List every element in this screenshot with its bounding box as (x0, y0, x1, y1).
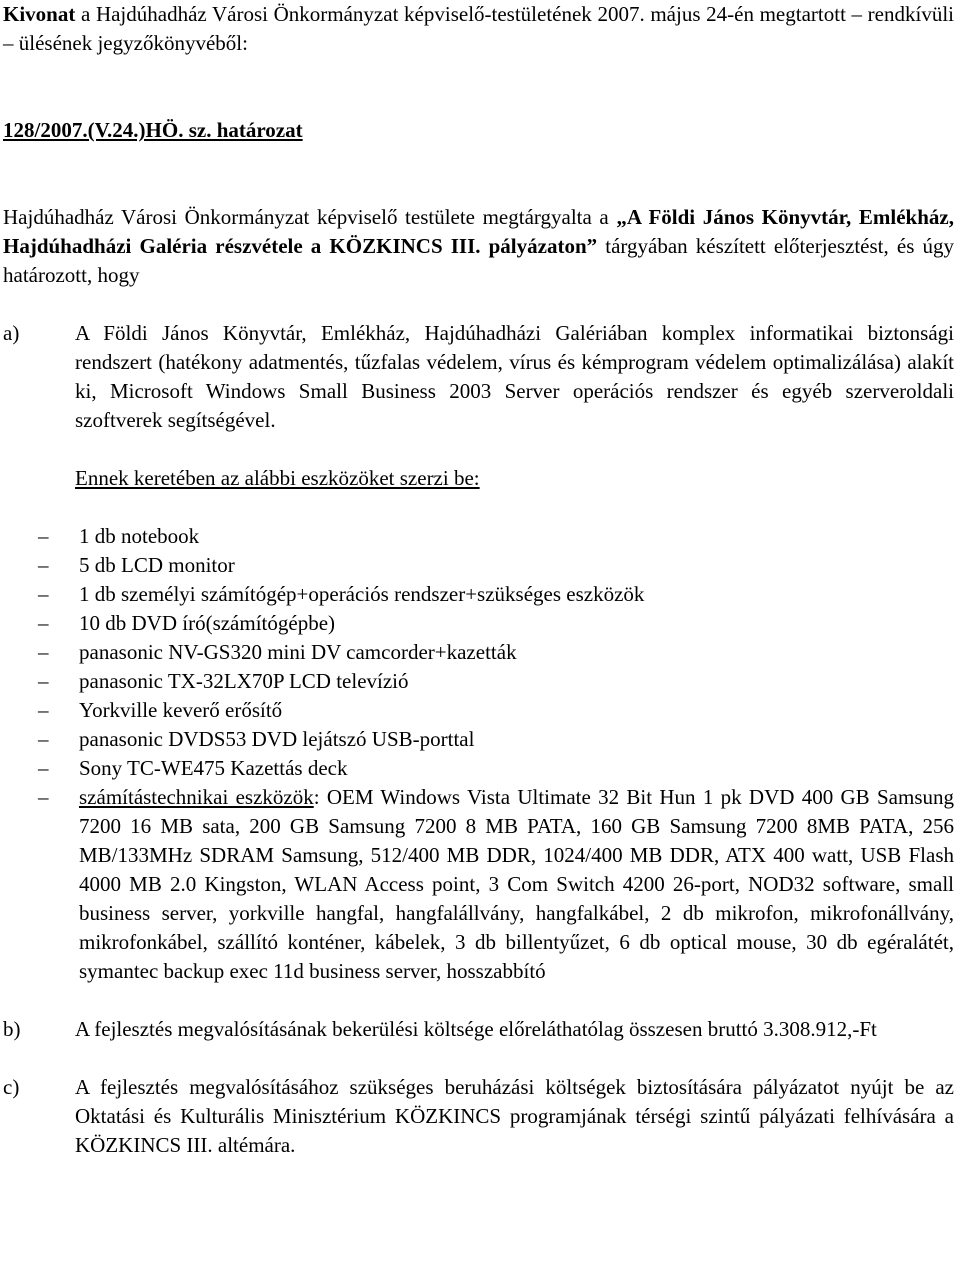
resolution-number: 128/2007.(V.24.)HÖ. sz. határozat (3, 118, 303, 142)
equipment-item: panasonic TX-32LX70P LCD televízió (79, 669, 409, 693)
equipment-item: 10 db DVD író(számítógépbe) (79, 611, 336, 635)
list-item (3, 522, 954, 551)
item-text: A Földi János Könyvtár, Emlékház, Hajdúhadházi Galériában komplex informatikai biztonsági rendszert (hatékony adatmentés, tűzfalas védelem, vírus és kémprogram védelem optimalizálása) alakít ki, Microsoft Windows Small Business 2003 Server operációs rendszer és egyéb szerveroldali szoftverek segítségével. (75, 321, 954, 432)
dash-bullet: – (38, 611, 49, 635)
item-text: A fejlesztés megvalósításához szükséges beruházási költségek biztosítására pályázatot nyújt be az Oktatási és Kulturális Minisztérium KÖZKINCS programjának térségi szintű pályázati felhívására a KÖZKINCS III. altémára. (75, 1075, 954, 1157)
dash-bullet: – (38, 785, 49, 809)
document-header (3, 0, 954, 58)
equipment-list (3, 522, 954, 986)
header-text: a Hajdúhadház Városi Önkormányzat képviselő-testületének 2007. május 24-én megtartott – rendkívüli – ülésének jegyzőkönyvéből: (3, 2, 954, 55)
list-item (3, 638, 954, 667)
list-item (3, 725, 954, 754)
list-item (3, 667, 954, 696)
equipment-item: Yorkville keverő erősítő (79, 698, 283, 722)
decision-item-b (3, 1015, 954, 1044)
dash-bullet: – (38, 524, 49, 548)
intro-post: tárgyában készített előterjesztést, és úgy határozott, hogy (3, 234, 954, 287)
list-item (3, 551, 954, 580)
header-lead: Kivonat (3, 2, 76, 26)
dash-bullet: – (38, 582, 49, 606)
list-item (3, 696, 954, 725)
equipment-item: panasonic DVDS53 DVD lejátszó USB-porttal (79, 727, 475, 751)
project-title: „A Földi János Könyvtár, Emlékház, Hajdúhadházi Galéria részvétele a KÖZKINCS III. pályázaton” (3, 205, 954, 258)
dash-bullet: – (38, 553, 49, 577)
dash-bullet: – (38, 698, 49, 722)
dash-bullet: – (38, 727, 49, 751)
equipment-item: Sony TC-WE475 Kazettás deck (79, 756, 348, 780)
equipment-subheading: Ennek keretében az alábbi eszközöket szerzi be: (75, 466, 480, 490)
equipment-item: 1 db notebook (79, 524, 200, 548)
dash-bullet: – (38, 669, 49, 693)
equipment-item-it (79, 783, 954, 986)
intro-paragraph (3, 203, 954, 290)
equipment-item: 5 db LCD monitor (79, 553, 235, 577)
it-equipment-label: számítástechnikai eszközök (79, 785, 314, 809)
item-text: A fejlesztés megvalósításának bekerülési költsége előreláthatólag összesen bruttó 3.308.912,-Ft (75, 1017, 877, 1041)
it-equipment-details: : OEM Windows Vista Ultimate 32 Bit Hun 1 pk DVD 400 GB Samsung 7200 16 MB sata, 200 GB Samsung 7200 8 MB PATA, 160 GB Samsung 7200 8MB PATA, 256 MB/133MHz SDRAM Samsung, 512/400 MB DDR, 1024/400 MB DDR, ATX 400 watt, USB Flash 4000 MB 2.0 Kingston, WLAN Access point, 3 Com Switch 4200 26-port, NOD32 software, small business server, yorkville hangfal, hangfalállvány, hangfalkábel, 2 db mikrofon, mikrofonállvány, mikrofonkábel, szállító konténer, kábelek, 3 db billentyűzet, 6 db optical mouse, 30 db egéralátét, symantec backup exec 11d business server, hosszabbító (79, 785, 954, 983)
dash-bullet: – (38, 640, 49, 664)
list-item (3, 783, 954, 986)
decision-items (3, 319, 954, 1160)
list-item (3, 609, 954, 638)
decision-item-c (3, 1073, 954, 1160)
item-marker: c) (3, 1075, 20, 1099)
document-page (3, 0, 954, 1160)
list-item (3, 580, 954, 609)
equipment-item: 1 db személyi számítógép+operációs rendszer+szükséges eszközök (79, 582, 645, 606)
intro-pre: Hajdúhadház Városi Önkormányzat képviselő testülete megtárgyalta a (3, 205, 617, 229)
item-marker: b) (3, 1017, 21, 1041)
decision-item-a (3, 319, 954, 493)
item-body (75, 319, 954, 493)
dash-bullet: – (38, 756, 49, 780)
item-marker: a) (3, 321, 20, 345)
equipment-item: panasonic NV-GS320 mini DV camcorder+kazetták (79, 640, 517, 664)
list-item (3, 754, 954, 783)
